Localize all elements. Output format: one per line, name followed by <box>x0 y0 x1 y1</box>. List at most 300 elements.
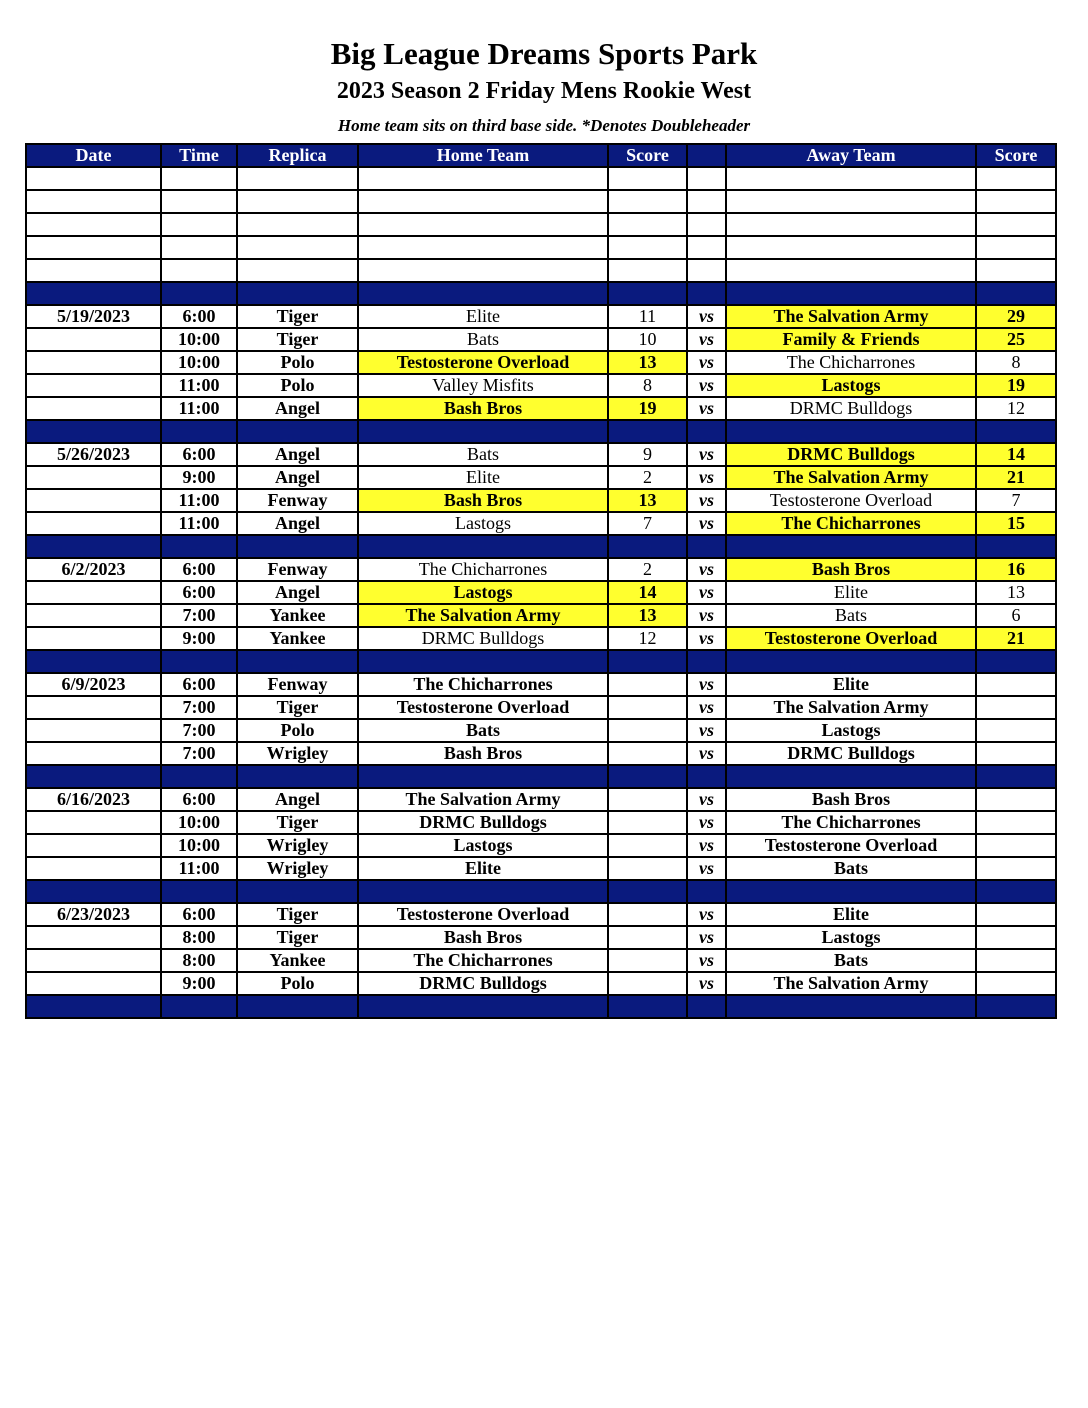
home-score-cell <box>608 420 687 443</box>
replica-cell <box>237 167 358 190</box>
blank-row <box>26 213 1056 236</box>
time-cell: 11:00 <box>161 489 237 512</box>
time-cell: 10:00 <box>161 811 237 834</box>
away-score-cell: 12 <box>976 397 1056 420</box>
date-cell <box>26 926 161 949</box>
away-score-cell <box>976 673 1056 696</box>
game-row <box>26 328 1056 351</box>
separator-row <box>26 282 1056 305</box>
replica-cell: Polo <box>237 719 358 742</box>
time-cell <box>161 236 237 259</box>
away-team-cell: Family & Friends <box>726 328 976 351</box>
time-cell: 7:00 <box>161 719 237 742</box>
home-team-cell: Lastogs <box>358 834 608 857</box>
vs-cell <box>687 259 726 282</box>
away-team-cell <box>726 236 976 259</box>
home-team-cell: Elite <box>358 857 608 880</box>
home-team-cell: The Salvation Army <box>358 604 608 627</box>
col-vs <box>687 144 726 167</box>
vs-cell: vs <box>687 972 726 995</box>
date-cell <box>26 167 161 190</box>
away-score-cell <box>976 742 1056 765</box>
home-team-cell <box>358 167 608 190</box>
home-score-cell <box>608 650 687 673</box>
replica-cell: Tiger <box>237 926 358 949</box>
time-cell <box>161 167 237 190</box>
game-row <box>26 305 1056 328</box>
home-score-cell <box>608 995 687 1018</box>
date-cell <box>26 397 161 420</box>
separator-row <box>26 535 1056 558</box>
home-team-cell: Valley Misfits <box>358 374 608 397</box>
time-cell: 6:00 <box>161 581 237 604</box>
date-cell: 6/16/2023 <box>26 788 161 811</box>
time-cell: 8:00 <box>161 949 237 972</box>
away-team-cell: Bash Bros <box>726 788 976 811</box>
home-score-cell <box>608 190 687 213</box>
separator-row <box>26 880 1056 903</box>
time-cell: 6:00 <box>161 443 237 466</box>
away-team-cell: Testosterone Overload <box>726 489 976 512</box>
home-score-cell: 13 <box>608 604 687 627</box>
col-home-score: Score <box>608 144 687 167</box>
date-cell <box>26 420 161 443</box>
replica-cell <box>237 213 358 236</box>
replica-cell: Angel <box>237 788 358 811</box>
away-score-cell <box>976 811 1056 834</box>
time-cell: 6:00 <box>161 673 237 696</box>
away-score-cell: 21 <box>976 627 1056 650</box>
date-cell <box>26 236 161 259</box>
replica-cell: Wrigley <box>237 742 358 765</box>
date-cell: 5/26/2023 <box>26 443 161 466</box>
away-score-cell <box>976 282 1056 305</box>
replica-cell: Tiger <box>237 696 358 719</box>
away-team-cell <box>726 282 976 305</box>
away-team-cell: The Salvation Army <box>726 696 976 719</box>
home-score-cell <box>608 696 687 719</box>
date-cell <box>26 719 161 742</box>
time-cell <box>161 535 237 558</box>
home-score-cell <box>608 834 687 857</box>
away-score-cell <box>976 788 1056 811</box>
home-team-cell: Elite <box>358 466 608 489</box>
blank-row <box>26 167 1056 190</box>
away-score-cell <box>976 190 1056 213</box>
time-cell <box>161 190 237 213</box>
date-cell <box>26 995 161 1018</box>
vs-cell <box>687 282 726 305</box>
col-home-team: Home Team <box>358 144 608 167</box>
time-cell: 11:00 <box>161 397 237 420</box>
date-cell: 5/19/2023 <box>26 305 161 328</box>
away-score-cell <box>976 995 1056 1018</box>
replica-cell: Angel <box>237 443 358 466</box>
vs-cell: vs <box>687 512 726 535</box>
time-cell: 9:00 <box>161 466 237 489</box>
replica-cell: Polo <box>237 972 358 995</box>
home-team-cell <box>358 213 608 236</box>
away-team-cell <box>726 190 976 213</box>
col-away-score: Score <box>976 144 1056 167</box>
date-cell <box>26 811 161 834</box>
home-score-cell: 2 <box>608 558 687 581</box>
home-team-cell <box>358 190 608 213</box>
away-team-cell: The Chicharrones <box>726 811 976 834</box>
replica-cell <box>237 282 358 305</box>
game-row <box>26 949 1056 972</box>
away-team-cell: The Chicharrones <box>726 512 976 535</box>
date-cell <box>26 466 161 489</box>
home-team-cell: DRMC Bulldogs <box>358 627 608 650</box>
date-cell <box>26 696 161 719</box>
away-score-cell: 21 <box>976 466 1056 489</box>
time-cell: 10:00 <box>161 834 237 857</box>
date-cell: 6/9/2023 <box>26 673 161 696</box>
away-score-cell: 14 <box>976 443 1056 466</box>
away-team-cell <box>726 420 976 443</box>
date-cell: 6/2/2023 <box>26 558 161 581</box>
home-team-cell <box>358 535 608 558</box>
away-score-cell <box>976 880 1056 903</box>
vs-cell <box>687 190 726 213</box>
time-cell: 6:00 <box>161 788 237 811</box>
header-row <box>26 144 1056 167</box>
time-cell: 8:00 <box>161 926 237 949</box>
date-cell <box>26 512 161 535</box>
away-score-cell <box>976 926 1056 949</box>
replica-cell: Wrigley <box>237 834 358 857</box>
home-team-cell: Bats <box>358 328 608 351</box>
replica-cell: Tiger <box>237 305 358 328</box>
away-team-cell: DRMC Bulldogs <box>726 397 976 420</box>
vs-cell: vs <box>687 857 726 880</box>
time-cell <box>161 650 237 673</box>
away-score-cell: 8 <box>976 351 1056 374</box>
home-score-cell <box>608 926 687 949</box>
away-team-cell: Bats <box>726 857 976 880</box>
vs-cell: vs <box>687 328 726 351</box>
away-team-cell: Elite <box>726 581 976 604</box>
separator-row <box>26 765 1056 788</box>
home-score-cell <box>608 167 687 190</box>
away-team-cell: DRMC Bulldogs <box>726 443 976 466</box>
game-row <box>26 673 1056 696</box>
home-team-cell <box>358 880 608 903</box>
home-score-cell: 11 <box>608 305 687 328</box>
vs-cell <box>687 880 726 903</box>
date-cell <box>26 282 161 305</box>
away-team-cell: The Salvation Army <box>726 972 976 995</box>
date-cell <box>26 650 161 673</box>
date-cell <box>26 880 161 903</box>
home-team-cell: Lastogs <box>358 512 608 535</box>
time-cell <box>161 282 237 305</box>
vs-cell: vs <box>687 742 726 765</box>
date-cell <box>26 949 161 972</box>
date-cell <box>26 627 161 650</box>
time-cell: 11:00 <box>161 857 237 880</box>
home-score-cell: 19 <box>608 397 687 420</box>
replica-cell: Yankee <box>237 627 358 650</box>
vs-cell <box>687 420 726 443</box>
home-score-cell <box>608 788 687 811</box>
home-score-cell: 13 <box>608 351 687 374</box>
home-score-cell: 2 <box>608 466 687 489</box>
replica-cell <box>237 535 358 558</box>
separator-row <box>26 420 1056 443</box>
home-team-cell: Bash Bros <box>358 397 608 420</box>
replica-cell: Fenway <box>237 558 358 581</box>
vs-cell <box>687 765 726 788</box>
schedule-table <box>25 143 1057 1019</box>
game-row <box>26 466 1056 489</box>
page-title: Big League Dreams Sports Park <box>330 36 758 71</box>
vs-cell <box>687 650 726 673</box>
home-score-cell: 7 <box>608 512 687 535</box>
vs-cell: vs <box>687 788 726 811</box>
date-cell <box>26 535 161 558</box>
date-cell: 6/23/2023 <box>26 903 161 926</box>
away-score-cell: 25 <box>976 328 1056 351</box>
vs-cell: vs <box>687 604 726 627</box>
time-cell: 6:00 <box>161 305 237 328</box>
vs-cell <box>687 167 726 190</box>
away-team-cell <box>726 213 976 236</box>
away-score-cell <box>976 650 1056 673</box>
replica-cell <box>237 765 358 788</box>
replica-cell: Tiger <box>237 328 358 351</box>
home-score-cell <box>608 811 687 834</box>
away-team-cell <box>726 259 976 282</box>
blank-row <box>26 190 1056 213</box>
home-score-cell <box>608 949 687 972</box>
home-team-cell: Testosterone Overload <box>358 351 608 374</box>
page-note: Home team sits on third base side. *Denotes Doubleheader <box>337 116 751 135</box>
replica-cell: Yankee <box>237 604 358 627</box>
home-team-cell: DRMC Bulldogs <box>358 811 608 834</box>
col-time: Time <box>161 144 237 167</box>
home-team-cell <box>358 420 608 443</box>
away-score-cell: 13 <box>976 581 1056 604</box>
home-score-cell <box>608 903 687 926</box>
vs-cell: vs <box>687 305 726 328</box>
time-cell <box>161 213 237 236</box>
home-team-cell: Bats <box>358 719 608 742</box>
replica-cell: Polo <box>237 351 358 374</box>
game-row <box>26 604 1056 627</box>
home-team-cell <box>358 282 608 305</box>
game-row <box>26 489 1056 512</box>
col-date: Date <box>26 144 161 167</box>
away-score-cell <box>976 259 1056 282</box>
home-team-cell: Bash Bros <box>358 489 608 512</box>
home-score-cell <box>608 535 687 558</box>
away-score-cell: 6 <box>976 604 1056 627</box>
away-score-cell <box>976 167 1056 190</box>
vs-cell: vs <box>687 374 726 397</box>
away-team-cell <box>726 765 976 788</box>
home-team-cell <box>358 236 608 259</box>
date-cell <box>26 834 161 857</box>
away-team-cell: The Salvation Army <box>726 305 976 328</box>
away-score-cell <box>976 696 1056 719</box>
home-score-cell: 10 <box>608 328 687 351</box>
game-row <box>26 696 1056 719</box>
replica-cell: Fenway <box>237 673 358 696</box>
away-team-cell: Testosterone Overload <box>726 627 976 650</box>
vs-cell <box>687 995 726 1018</box>
replica-cell <box>237 236 358 259</box>
vs-cell: vs <box>687 926 726 949</box>
home-team-cell <box>358 765 608 788</box>
home-team-cell: Testosterone Overload <box>358 903 608 926</box>
home-score-cell: 8 <box>608 374 687 397</box>
away-team-cell: Bats <box>726 949 976 972</box>
date-cell <box>26 581 161 604</box>
vs-cell: vs <box>687 581 726 604</box>
vs-cell: vs <box>687 489 726 512</box>
home-team-cell: Bash Bros <box>358 926 608 949</box>
away-score-cell <box>976 719 1056 742</box>
time-cell: 7:00 <box>161 696 237 719</box>
game-row <box>26 627 1056 650</box>
col-replica: Replica <box>237 144 358 167</box>
away-score-cell <box>976 903 1056 926</box>
vs-cell: vs <box>687 558 726 581</box>
home-team-cell <box>358 995 608 1018</box>
home-team-cell: Bash Bros <box>358 742 608 765</box>
replica-cell: Angel <box>237 512 358 535</box>
game-row <box>26 581 1056 604</box>
time-cell: 11:00 <box>161 512 237 535</box>
replica-cell <box>237 420 358 443</box>
replica-cell: Polo <box>237 374 358 397</box>
replica-cell: Wrigley <box>237 857 358 880</box>
date-cell <box>26 765 161 788</box>
replica-cell: Yankee <box>237 949 358 972</box>
schedule-body <box>26 167 1056 1018</box>
away-score-cell: 7 <box>976 489 1056 512</box>
home-team-cell: The Chicharrones <box>358 673 608 696</box>
away-team-cell: Testosterone Overload <box>726 834 976 857</box>
game-row <box>26 512 1056 535</box>
home-team-cell: Lastogs <box>358 581 608 604</box>
time-cell: 6:00 <box>161 558 237 581</box>
home-team-cell <box>358 650 608 673</box>
col-away-team: Away Team <box>726 144 976 167</box>
away-score-cell: 19 <box>976 374 1056 397</box>
home-team-cell <box>358 259 608 282</box>
replica-cell: Tiger <box>237 903 358 926</box>
time-cell: 6:00 <box>161 903 237 926</box>
away-score-cell <box>976 857 1056 880</box>
away-score-cell <box>976 420 1056 443</box>
separator-row <box>26 995 1056 1018</box>
game-row <box>26 443 1056 466</box>
replica-cell: Fenway <box>237 489 358 512</box>
away-score-cell <box>976 236 1056 259</box>
away-score-cell <box>976 213 1056 236</box>
game-row <box>26 397 1056 420</box>
away-team-cell: Elite <box>726 673 976 696</box>
vs-cell: vs <box>687 696 726 719</box>
separator-row <box>26 650 1056 673</box>
away-score-cell <box>976 834 1056 857</box>
away-score-cell: 29 <box>976 305 1056 328</box>
vs-cell: vs <box>687 834 726 857</box>
time-cell: 9:00 <box>161 972 237 995</box>
date-cell <box>26 259 161 282</box>
game-row <box>26 926 1056 949</box>
game-row <box>26 742 1056 765</box>
home-score-cell <box>608 719 687 742</box>
home-score-cell <box>608 673 687 696</box>
time-cell <box>161 880 237 903</box>
page-subtitle: 2023 Season 2 Friday Mens Rookie West <box>336 78 752 104</box>
time-cell: 10:00 <box>161 351 237 374</box>
home-score-cell: 13 <box>608 489 687 512</box>
date-cell <box>26 328 161 351</box>
home-score-cell: 14 <box>608 581 687 604</box>
time-cell: 10:00 <box>161 328 237 351</box>
game-row <box>26 351 1056 374</box>
home-score-cell: 12 <box>608 627 687 650</box>
away-score-cell <box>976 765 1056 788</box>
date-cell <box>26 213 161 236</box>
replica-cell <box>237 995 358 1018</box>
away-score-cell <box>976 949 1056 972</box>
away-team-cell: The Chicharrones <box>726 351 976 374</box>
vs-cell: vs <box>687 811 726 834</box>
vs-cell: vs <box>687 903 726 926</box>
time-cell: 11:00 <box>161 374 237 397</box>
home-score-cell <box>608 880 687 903</box>
away-team-cell: Lastogs <box>726 926 976 949</box>
vs-cell: vs <box>687 443 726 466</box>
away-team-cell <box>726 535 976 558</box>
vs-cell <box>687 213 726 236</box>
time-cell <box>161 420 237 443</box>
away-score-cell: 16 <box>976 558 1056 581</box>
date-cell <box>26 972 161 995</box>
time-cell <box>161 995 237 1018</box>
date-cell <box>26 190 161 213</box>
home-team-cell: DRMC Bulldogs <box>358 972 608 995</box>
replica-cell <box>237 880 358 903</box>
time-cell: 7:00 <box>161 742 237 765</box>
away-team-cell <box>726 167 976 190</box>
away-team-cell: Elite <box>726 903 976 926</box>
time-cell: 9:00 <box>161 627 237 650</box>
replica-cell <box>237 259 358 282</box>
home-team-cell: The Salvation Army <box>358 788 608 811</box>
home-score-cell <box>608 765 687 788</box>
away-team-cell: The Salvation Army <box>726 466 976 489</box>
replica-cell: Angel <box>237 581 358 604</box>
blank-row <box>26 259 1056 282</box>
home-team-cell: Testosterone Overload <box>358 696 608 719</box>
home-score-cell: 9 <box>608 443 687 466</box>
home-team-cell: The Chicharrones <box>358 558 608 581</box>
date-cell <box>26 374 161 397</box>
away-team-cell <box>726 650 976 673</box>
time-cell <box>161 765 237 788</box>
vs-cell <box>687 535 726 558</box>
replica-cell: Tiger <box>237 811 358 834</box>
vs-cell <box>687 236 726 259</box>
game-row <box>26 788 1056 811</box>
